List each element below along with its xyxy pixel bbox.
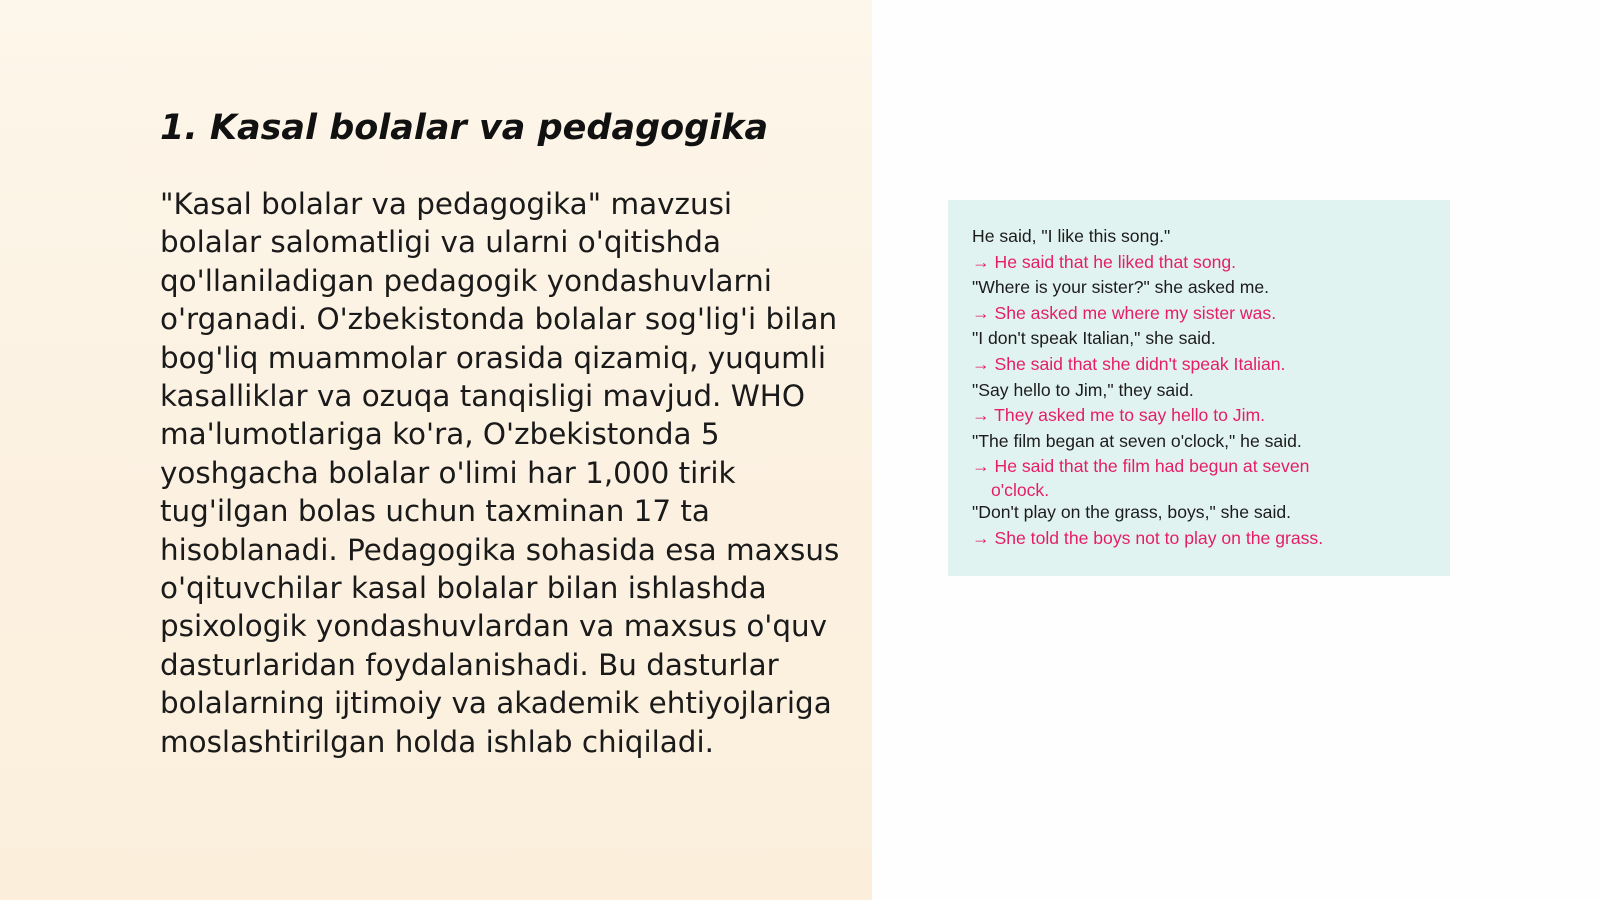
reported-speech-line: → He said that he liked that song. <box>972 251 1237 272</box>
reported-speech-line-continuation: o'clock. <box>991 479 1050 500</box>
slide-title: 1. Kasal bolalar va pedagogika <box>160 108 769 148</box>
direct-speech-line: He said, "I like this song." <box>972 226 1171 246</box>
direct-speech-line: "The film began at seven o'clock," he said. <box>972 430 1302 451</box>
reported-speech-line: → She asked me where my sister was. <box>972 302 1277 323</box>
direct-speech-line: "I don't speak Italian," she said. <box>972 328 1216 349</box>
direct-speech-line: "Say hello to Jim," they said. <box>972 379 1194 400</box>
slide-body-text: "Kasal bolalar va pedagogika" mavzusi bolalar salomatligi va ularni o'qitishda qo'llaniladigan pedagogik yondashuvlarni o'rganadi. O'zbekistonda bolalar sog'lig'i bilan bog'liq muammolar orasida qizamiq, yuqumli kasalliklar va ozuqa tanqisligi mavjud. WHO ma'lumotlariga ko'ra, O'zbekistonda 5 yoshgacha bolalar o'limi har 1,000 tirik tug'ilgan bolas uchun taxminan 17 ta hisoblanadi. Pedagogika sohasida esa maxsus o'qituvchilar kasal bolalar bilan ishlashda psixologik yondashuvlardan va maxsus o'quv dasturlaridan foydalanishadi. Bu dasturlar bolalarning ijtimoiy va akademik ehtiyojlariga moslashtirilgan holda ishlab chiqiladi. <box>160 187 840 759</box>
reported-speech-line: → She said that she didn't speak Italian. <box>972 353 1286 374</box>
direct-speech-line: "Don't play on the grass, boys," she said. <box>972 501 1292 522</box>
direct-speech-line: "Where is your sister?" she asked me. <box>972 277 1270 298</box>
reported-speech-line: → She told the boys not to play on the grass. <box>972 527 1324 548</box>
reported-speech-line: → They asked me to say hello to Jim. <box>972 405 1266 426</box>
reported-speech-line: → He said that the film had begun at seven <box>972 456 1310 477</box>
reported-speech-examples-image <box>948 200 1450 576</box>
